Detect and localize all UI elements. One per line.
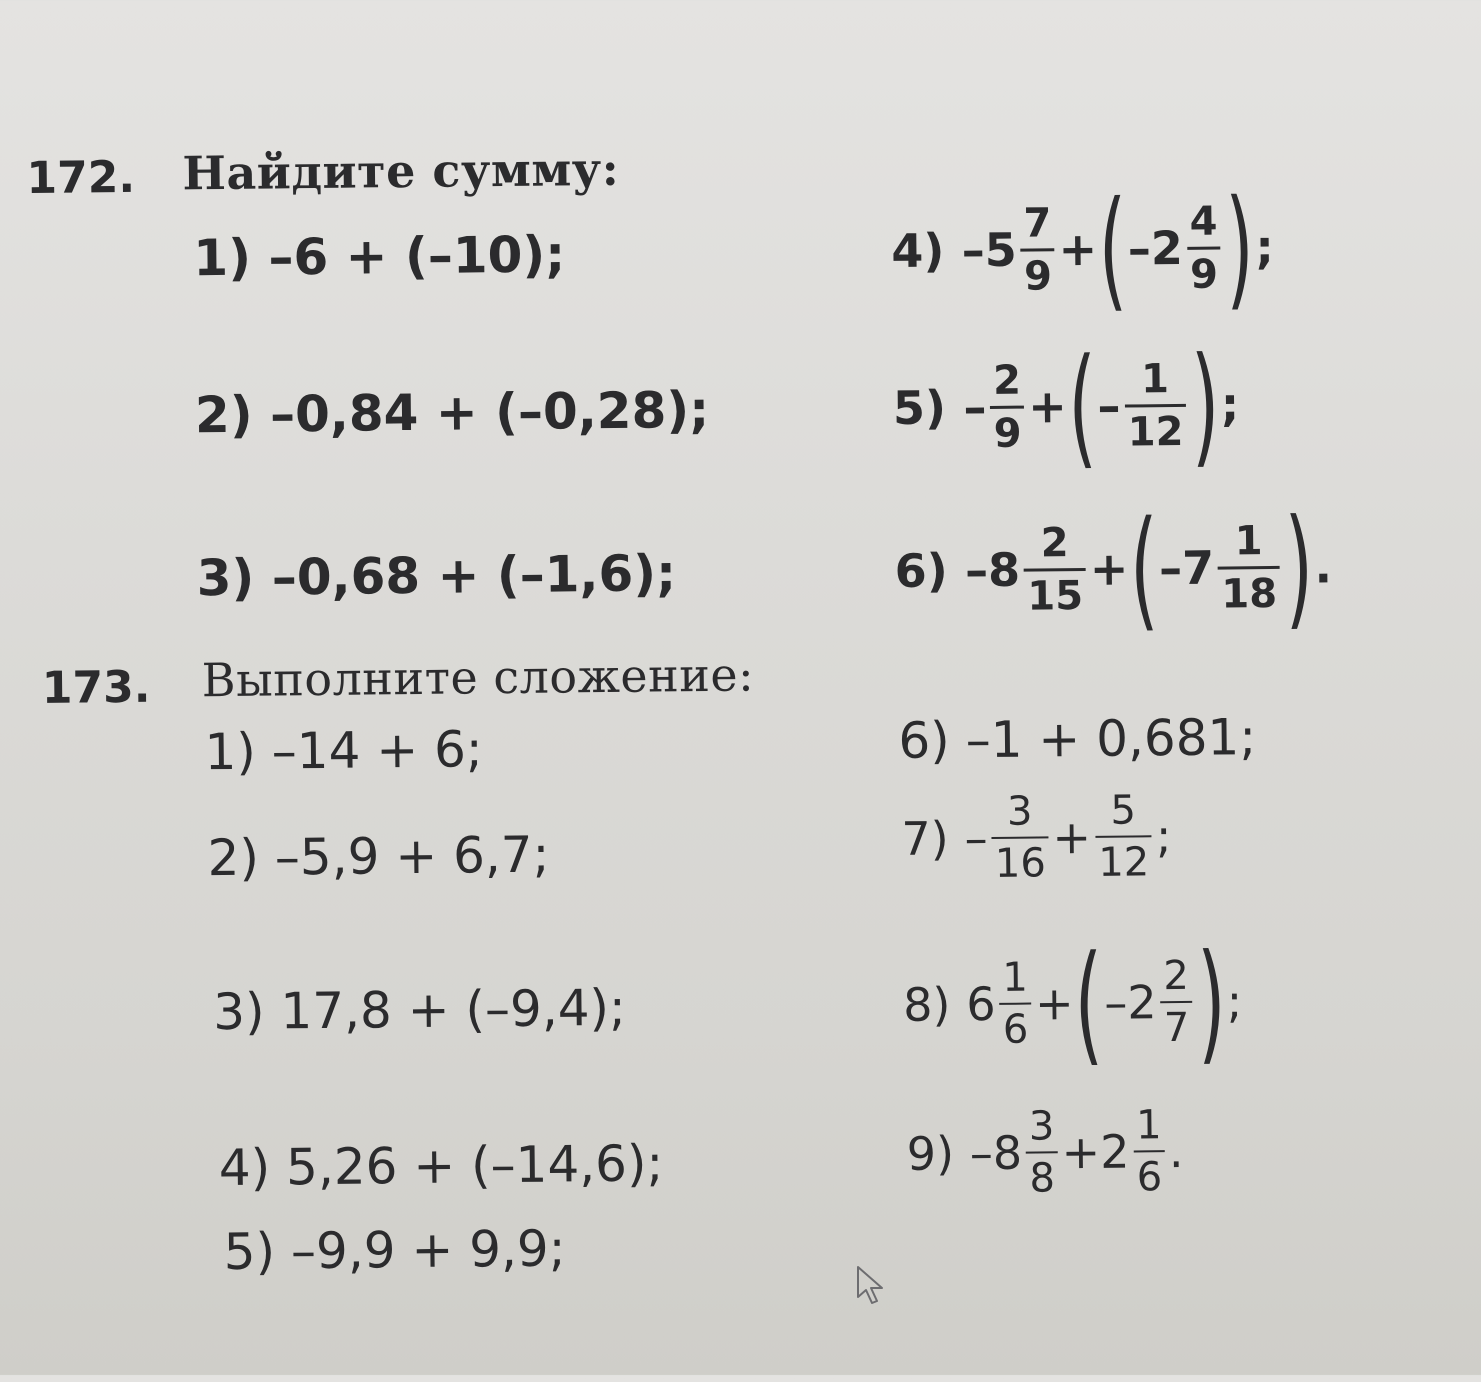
item-label: 3)	[212, 982, 265, 1042]
problem-173-number: 173.	[41, 661, 151, 714]
plus-sign: +	[1052, 809, 1092, 865]
p173-item-9	[906, 1102, 1184, 1202]
p172-item-2	[194, 380, 710, 445]
p172-item-5	[892, 328, 1240, 483]
item-expression: 5,26 + (–14,6);	[285, 1134, 664, 1197]
terminator: ;	[1220, 377, 1240, 432]
p173-item-3	[212, 978, 627, 1042]
problem-172-number: 172.	[26, 151, 136, 205]
p172-item-4	[891, 171, 1275, 325]
fraction: $\frac{2}{7}$	[1160, 956, 1192, 1048]
item-expression: –5,9 + 6,7;	[274, 825, 550, 887]
fraction: $\frac{3}{16}$	[991, 791, 1049, 884]
p173-item-2	[207, 825, 550, 888]
close-paren: )	[1225, 171, 1255, 324]
item-label: 4)	[891, 223, 945, 278]
item-expression: –6 + (–10);	[268, 225, 566, 287]
fraction: $\frac{3}{8}$	[1026, 1106, 1058, 1198]
item-label: 7)	[901, 811, 949, 866]
close-paren: )	[1196, 925, 1227, 1078]
terminator: ;	[1155, 809, 1172, 864]
close-paren: )	[1190, 328, 1221, 481]
fraction: $\frac{1}{12}$	[1124, 358, 1187, 452]
fraction: $\frac{4}{9}$	[1186, 201, 1221, 294]
item-label: 8)	[902, 977, 951, 1032]
problem-173-title: Выполните сложение:	[201, 647, 755, 708]
item-expression: –14 + 6;	[271, 720, 484, 781]
p173-item-7	[901, 787, 1172, 887]
minus-sign: –	[1097, 378, 1121, 433]
fraction: $\frac{1}{6}$	[999, 958, 1031, 1050]
mixed-whole: –7	[1158, 540, 1215, 596]
minus-sign: –	[964, 810, 988, 866]
p172-item-3	[196, 544, 677, 608]
open-paren: (	[1097, 172, 1128, 325]
item-label: 5)	[892, 380, 947, 435]
mixed-whole: 2	[1099, 1124, 1130, 1179]
item-label: 1)	[193, 228, 252, 288]
item-expression: –1 + 0,681;	[965, 708, 1257, 770]
item-expression: 17,8 + (–9,4);	[280, 978, 627, 1041]
item-label: 6)	[898, 711, 951, 770]
item-expression: –9,9 + 9,9;	[290, 1219, 566, 1281]
item-label: 2)	[194, 385, 253, 445]
item-label: 1)	[204, 722, 257, 782]
p172-item-6	[894, 490, 1333, 645]
mixed-whole: –8	[969, 1125, 1023, 1181]
p173-item-5	[223, 1219, 566, 1282]
fraction: $\frac{7}{9}$	[1020, 203, 1055, 296]
plus-sign: +	[1089, 541, 1129, 596]
item-expression: –0,84 + (–0,28);	[269, 380, 710, 444]
open-paren: (	[1074, 926, 1104, 1080]
mixed-whole: –2	[1104, 975, 1157, 1030]
mixed-whole: –8	[964, 542, 1021, 598]
close-paren: )	[1284, 490, 1314, 643]
p173-item-1	[204, 720, 484, 782]
open-paren: (	[1067, 329, 1097, 483]
p173-item-4	[218, 1134, 664, 1198]
terminator: .	[1168, 1123, 1184, 1179]
item-label: 6)	[894, 543, 948, 598]
mixed-whole: 6	[966, 976, 996, 1032]
item-label: 2)	[207, 828, 260, 888]
minus-sign: –	[963, 379, 987, 435]
p173-item-6	[898, 708, 1257, 770]
p172-item-1	[193, 225, 566, 288]
terminator: .	[1314, 539, 1333, 594]
plus-sign: +	[1058, 221, 1098, 277]
item-expression: –0,68 + (–1,6);	[271, 544, 677, 607]
terminator: ;	[1226, 974, 1243, 1029]
fraction: $\frac{1}{18}$	[1218, 520, 1281, 614]
mixed-whole: –5	[961, 222, 1018, 278]
mixed-whole: –2	[1127, 220, 1184, 276]
mouse-pointer-icon	[856, 1265, 886, 1305]
p173-item-8	[902, 925, 1243, 1080]
problem-172-title: Найдите сумму:	[182, 141, 620, 201]
fraction: $\frac{2}{9}$	[990, 360, 1025, 453]
plus-sign: +	[1027, 379, 1068, 434]
fraction: $\frac{1}{6}$	[1133, 1105, 1165, 1197]
plus-sign: +	[1034, 976, 1074, 1031]
item-label: 9)	[906, 1126, 955, 1181]
item-label: 5)	[223, 1222, 276, 1282]
item-label: 4)	[218, 1138, 271, 1198]
terminator: ;	[1255, 219, 1275, 275]
item-label: 3)	[196, 548, 255, 608]
open-paren: (	[1128, 492, 1159, 645]
plus-sign: +	[1061, 1124, 1101, 1180]
fraction: $\frac{5}{12}$	[1095, 790, 1153, 883]
fraction: $\frac{2}{15}$	[1024, 522, 1087, 616]
